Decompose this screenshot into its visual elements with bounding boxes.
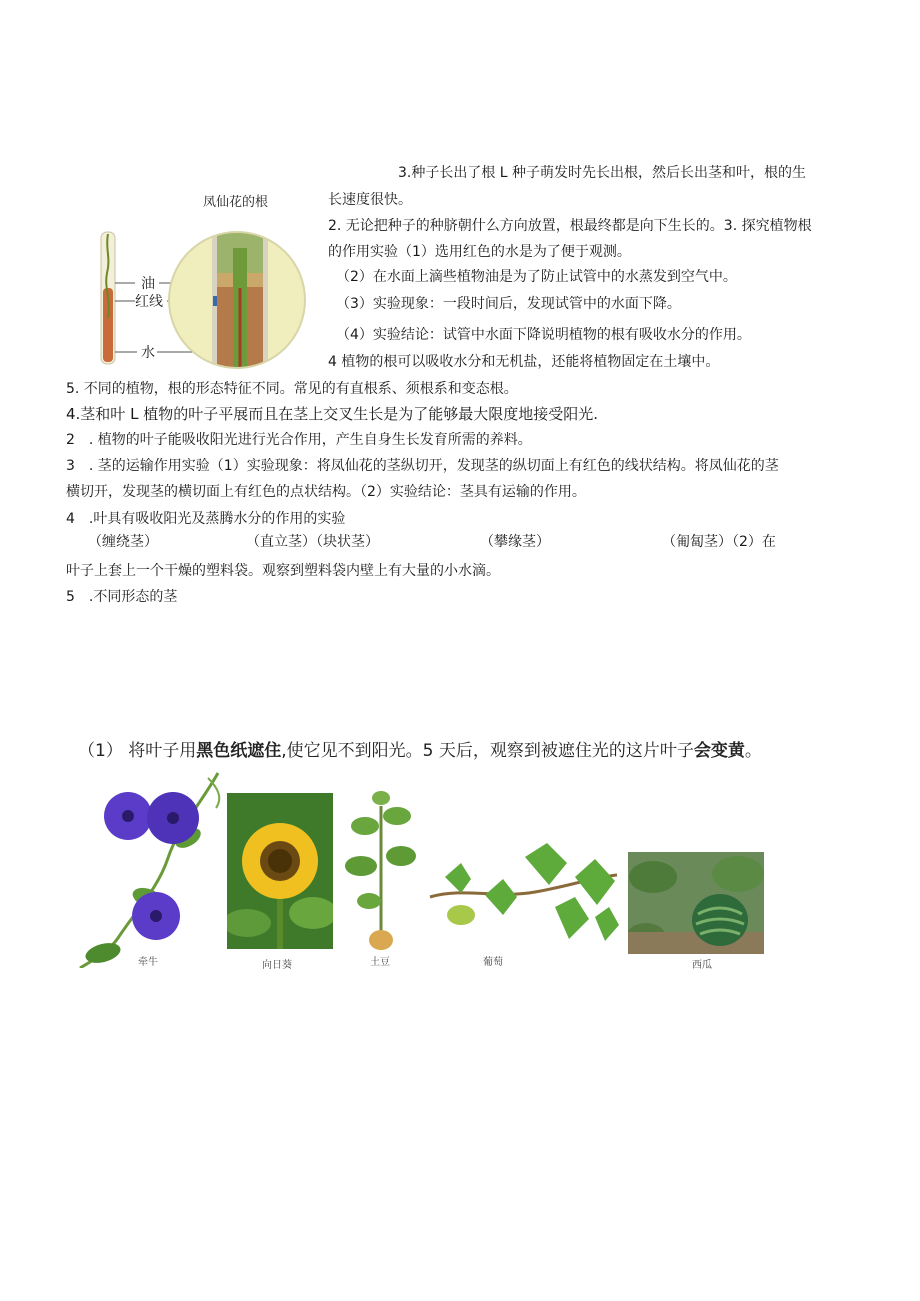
step-1-instruction: （1） 将叶子用黑色纸遮住,使它见不到阳光。5 天后，观察到被遮住光的这片叶子会变黄。	[78, 741, 762, 761]
plant-caption-potato: 土豆	[370, 957, 390, 968]
text-line-1: 3.种子长出了根 L 种子萌发时先长出根，然后长出茎和叶，根的生	[398, 165, 807, 181]
stem-type-twining: （缠绕茎）	[88, 534, 158, 550]
red-line-label: 红线	[135, 294, 163, 310]
oil-label: 油	[141, 276, 155, 292]
watermelon-icon	[628, 852, 764, 954]
text-line-10: 4.茎和叶 L 植物的叶子平展而且在茎上交叉生长是为了能够最大限度地接受阳光.	[66, 405, 598, 423]
purple-flower-1	[104, 792, 152, 840]
plant-caption-watermelon: 西瓜	[692, 960, 712, 971]
purple-flower-2	[147, 792, 199, 844]
water-label: 水	[141, 345, 155, 361]
plant-caption-sunflower: 向日葵	[262, 960, 292, 971]
text-line-5: （2）在水面上滴些植物油是为了防止试管中的水蒸发到空气中。	[336, 269, 737, 285]
text-line-11: 2 . 植物的叶子能吸收阳光进行光合作用，产生自身生长发育所需的养料。	[66, 432, 532, 448]
text-line-8: 4 植物的根可以吸收水分和无机盐，还能将植物固定在土壤中。	[328, 354, 720, 370]
text-line-16: 叶子上套上一个干燥的塑料袋。观察到塑料袋内壁上有大量的小水滴。	[66, 563, 500, 579]
text-line-4: 的作用实验（1）选用红色的水是为了便于观测。	[328, 244, 631, 260]
sunflower-icon	[227, 793, 333, 949]
stem-type-creeping: （匍匐茎）（2）在	[662, 534, 776, 550]
watermelon-fruit	[692, 894, 748, 946]
turn-yellow-emphasis: 会变黄	[693, 741, 745, 761]
plant-caption-grape: 葡萄	[483, 957, 503, 968]
text-line-13: 横切开，发现茎的横切面上有红色的点状结构。（2）实验结论：茎具有运输的作用。	[66, 484, 586, 500]
morning-glory-icon	[78, 768, 226, 968]
text-line-14: 4 .叶具有吸收阳光及蒸腾水分的作用的实验	[66, 511, 346, 527]
purple-flower-3	[132, 892, 180, 940]
root-figure-caption: 凤仙花的根	[203, 195, 269, 210]
stem-type-climbing: （攀缘茎）	[480, 534, 550, 550]
stem-type-upright-tuber: （直立茎）（块状茎）	[246, 534, 379, 550]
grape-vine-icon	[425, 837, 619, 953]
root-experiment-figure	[95, 228, 315, 373]
text-line-6: （3）实验现象：一段时间后，发现试管中的水面下降。	[336, 296, 681, 312]
text-line-17: 5 .不同形态的茎	[66, 589, 178, 605]
text-line-9: 5. 不同的植物，根的形态特征不同。常见的有直根系、须根系和变态根。	[66, 381, 518, 397]
text-line-7: （4）实验结论：试管中水面下降说明植物的根有吸收水分的作用。	[336, 327, 751, 343]
text-line-2: 长速度很快。	[328, 192, 412, 208]
black-paper-emphasis: 黑色纸遮住	[196, 741, 282, 761]
text-line-3: 2. 无论把种子的种脐朝什么方向放置，根最终都是向下生长的。3. 探究植物根	[328, 218, 812, 234]
potato-icon	[345, 786, 417, 954]
plant-caption-morning-glory: 牵牛	[138, 957, 158, 968]
text-line-12: 3 . 茎的运输作用实验（1）实验现象：将凤仙花的茎纵切开，发现茎的纵切面上有红色的线状结构。将凤仙花的茎	[66, 458, 779, 474]
